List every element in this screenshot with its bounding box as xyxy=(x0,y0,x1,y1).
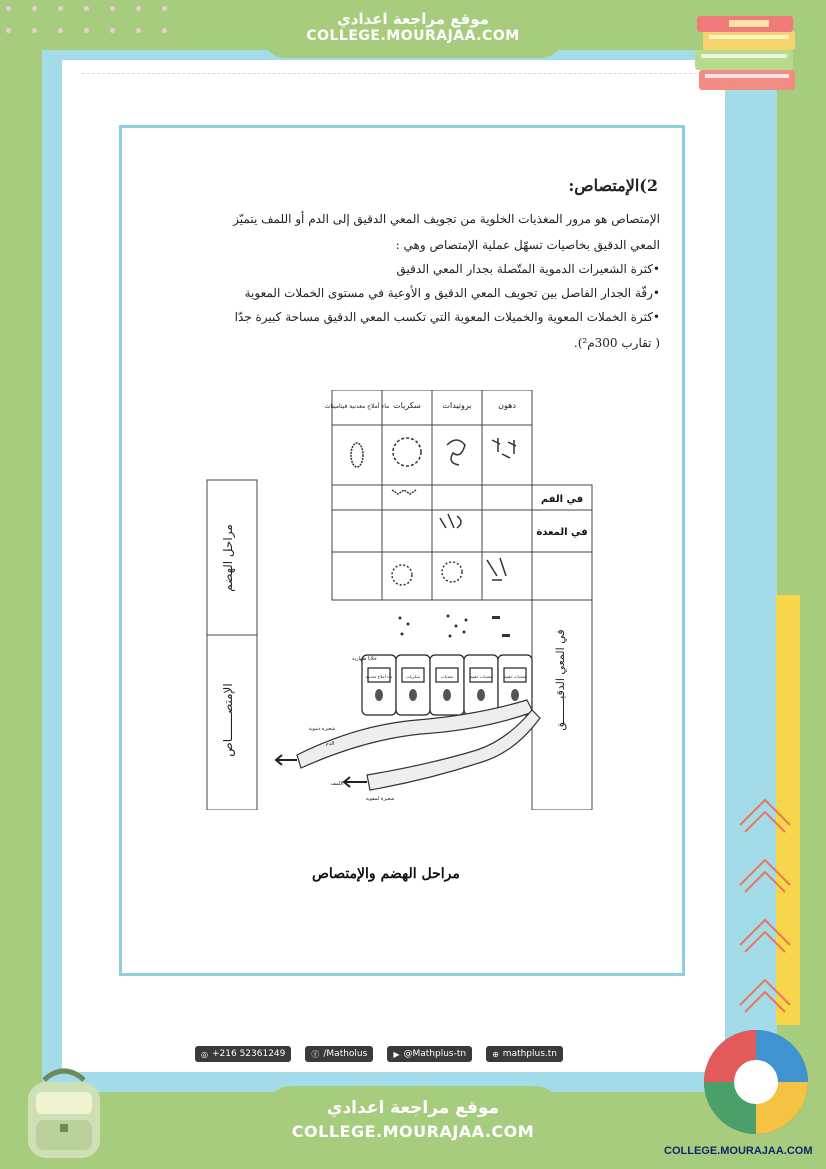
label-epithelial: خلايا ظهارية xyxy=(352,656,377,662)
site-url[interactable]: COLLEGE.MOURAJAA.COM xyxy=(291,1122,535,1141)
label-blood: الدم xyxy=(325,741,335,747)
social-text: mathplus.tn xyxy=(502,1049,558,1059)
web-icon: ⊕ xyxy=(492,1049,499,1059)
diagram-caption: مراحل الهضم والإمتصاص xyxy=(312,866,460,882)
absorbed-particles xyxy=(399,615,511,638)
label-lymph-vessel: شعيرة لمفوية xyxy=(365,796,395,802)
education-wheel-icon xyxy=(690,1020,820,1140)
cell-label: سكريات xyxy=(406,674,420,679)
cell-label: مغذيات xyxy=(440,674,454,679)
column-label: بروتيدات xyxy=(442,401,472,410)
social-facebook[interactable] xyxy=(305,1046,373,1062)
cell-label: مغذيات دهنية xyxy=(504,674,526,679)
side-label-digestion: مراحل الهضم xyxy=(221,524,235,592)
whatsapp-icon: ◎ xyxy=(201,1049,208,1059)
lesson-line: •رقّة الجدار الفاصل بين تجويف المعي الدقيق و الأوعية في مستوى الخملات المعوية xyxy=(244,286,660,300)
lesson-line: •كثرة الشعيرات الدموية المتّصلة بجدار المعي الدقيق xyxy=(396,262,660,276)
social-web[interactable] xyxy=(486,1046,563,1062)
blood-arrow xyxy=(276,755,297,765)
row-label: في المعدة xyxy=(536,527,588,538)
lymph-arrow xyxy=(344,777,367,787)
site-url[interactable]: COLLEGE.MOURAJAA.COM xyxy=(306,28,520,44)
facebook-icon: ⓕ xyxy=(311,1049,320,1059)
lesson-line: •كثرة الخملات المعوية والخميلات المعوية التي تكسب المعي الدقيق مساحة كبيرة جدّا xyxy=(234,310,660,324)
molecule-sketches xyxy=(351,438,516,585)
side-label-small-intestine: في المعي الدقيـــــــق xyxy=(554,629,567,731)
side-label-absorption: الإمتصـــــــاص xyxy=(221,683,235,757)
digestion-table xyxy=(207,390,592,810)
lesson-scan xyxy=(119,125,685,976)
lesson-line: الإمتصاص هو مرور المغذيات الخلوية من تجويف المعي الدقيق إلى الدم أو اللمف يتميّز xyxy=(233,212,660,226)
column-label: ماء أملاح معدنية فيتامينات xyxy=(324,403,390,410)
cell-label: ماء أملاح معدنية xyxy=(365,674,393,679)
divider xyxy=(82,73,712,74)
site-name-ar: موقع مراجعة اعدادي xyxy=(326,1098,500,1118)
lesson-line: المعي الدقيق بخاصيات تسهّل عملية الإمتصاص وهي : xyxy=(395,238,660,252)
column-label: سكريات xyxy=(393,401,421,410)
site-header[interactable] xyxy=(263,0,563,58)
label-lymph: اللمف xyxy=(330,781,344,787)
cell-label: مغذيات ذهنية xyxy=(470,674,492,679)
lesson-heading: 2)الإمتصاص: xyxy=(568,176,658,195)
site-footer[interactable] xyxy=(265,1086,561,1169)
social-text: @Mathplus-tn xyxy=(403,1049,467,1059)
decorative-dots xyxy=(6,6,188,50)
social-text: +216 52361249 xyxy=(211,1049,286,1059)
social-whatsapp[interactable] xyxy=(195,1046,291,1062)
social-text: /Matholus xyxy=(323,1049,368,1059)
site-name-ar: موقع مراجعة اعدادي xyxy=(337,10,489,28)
youtube-icon: ▶ xyxy=(393,1049,400,1059)
row-label: في الفم xyxy=(540,494,584,505)
logo-label[interactable]: COLLEGE.MOURAJAA.COM xyxy=(664,1145,813,1157)
books-icon xyxy=(693,14,803,96)
label-capillary: شعيرة دموية xyxy=(308,726,336,732)
backpack-icon xyxy=(14,1062,114,1162)
social-links xyxy=(195,1046,563,1062)
social-youtube[interactable] xyxy=(387,1046,472,1062)
digestion-diagram xyxy=(202,390,632,810)
chevron-decoration-icon xyxy=(735,790,795,1040)
lesson-line: ( تقارب 300م²). xyxy=(573,336,660,350)
column-label: دهون xyxy=(498,401,516,410)
